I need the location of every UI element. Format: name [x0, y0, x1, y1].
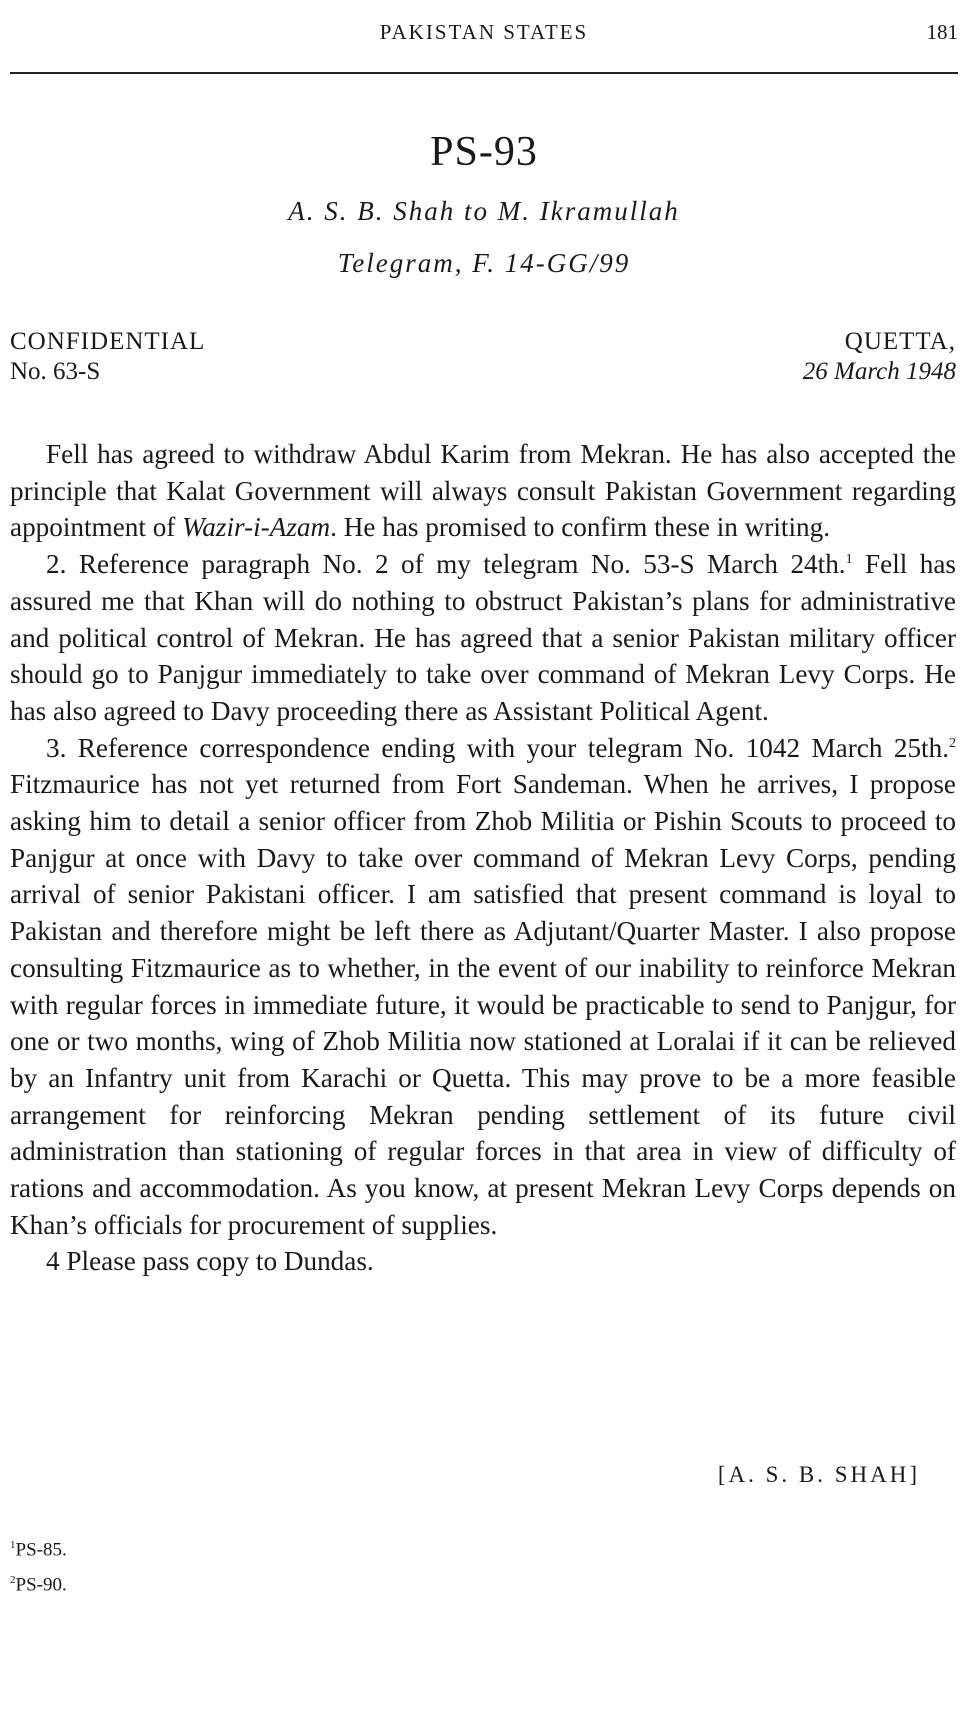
paragraph-3 [10, 730, 956, 1244]
paragraph-2-text-a: 2. Reference paragraph No. 2 of my telegram No. 53-S March 24th. [46, 549, 846, 580]
running-title: PAKISTAN STATES [379, 20, 589, 44]
paragraph-3-text-a: 3. Reference correspondence ending with your telegram No. 1042 March 25th. [46, 732, 949, 763]
paragraph-1 [10, 436, 956, 546]
place-label: QUETTA, [844, 328, 956, 355]
footnote-1-mark: 1 [10, 1539, 16, 1551]
document-id: PS-93 [430, 129, 538, 175]
paragraph-4: 4 Please pass copy to Dundas. [46, 1246, 374, 1277]
footnote-1-text: PS-85. [15, 1539, 67, 1561]
footnote-ref-2: 2 [949, 735, 956, 751]
classification-label: CONFIDENTIAL [10, 328, 206, 355]
paragraph-3-text-b: Fitzmaurice has not yet returned from Fort Sandeman. When he arrives, I propose asking him to detail a senior officer from Zhob Militia or Pishin Scouts to proceed to Panjgur at once with Davy to take over command of Mekran Levy Corps, pending arrival of senior Pakistani officer. I am satisfied that present command is loyal to Pakistan and therefore might be left there as Adjutant/Quarter Master. I also propose consulting Fitzmaurice as to whether, in the event of our inability to reinforce Mekran with regular forces in immediate future, it would be practicable to send to Panjgur, for one or two months, wing of Zhob Militia now stationed at Loralai if it can be relieved by an Infantry unit from Karachi or Quetta. This may prove to be a more feasible arrangement for reinforcing Mekran pending settlement of its future civil administration than stationing of regular forces in that area in view of difficulty of rations and accommodation. As you know, at present Mekran Levy Corps depends on Khan’s officials for procurement of supplies. [10, 769, 956, 1240]
paragraph-2-text-b: Fell has assured me that Khan will do nothing to obstruct Pakistan’s plans for administrative and political control of Mekran. He has agreed that a senior Pakistan military officer should go to Panjgur immediately to take over command of Mekran Levy Corps. He has also agreed to Davy proceeding there as Assistant Political Agent. [10, 549, 956, 726]
document-reference: Telegram, F. 14-GG/99 [337, 248, 631, 278]
paragraph-2 [10, 546, 956, 730]
footnote-2-mark: 2 [10, 1574, 16, 1587]
footnote-ref-1: 1 [845, 552, 853, 568]
paragraph-1-text-a: Fell has agreed to withdraw Abdul Karim from Mekran. He has also accepted the principle that Kalat Government will always consult Pakistan Government regarding appointment of [10, 439, 956, 543]
footnote-1 [10, 1530, 67, 1565]
footnotes [10, 1530, 67, 1601]
paragraph-1-text-b: . He has promised to confirm these in writing. [330, 512, 831, 543]
telegram-number: No. 63-S [10, 358, 101, 385]
telegram-body [10, 436, 956, 1280]
sender-recipient: A. S. B. Shah to M. Ikramullah [288, 196, 680, 226]
page-number: 181 [926, 20, 958, 44]
footnote-2 [10, 1565, 67, 1600]
header-rule [10, 72, 958, 74]
footnote-2-text: PS-90. [15, 1574, 67, 1596]
signature: [A. S. B. SHAH] [717, 1462, 920, 1487]
telegram-date: 26 March 1948 [802, 358, 956, 385]
paragraph-1-italic-term: Wazir-i-Azam [182, 512, 331, 543]
running-header [10, 18, 958, 50]
